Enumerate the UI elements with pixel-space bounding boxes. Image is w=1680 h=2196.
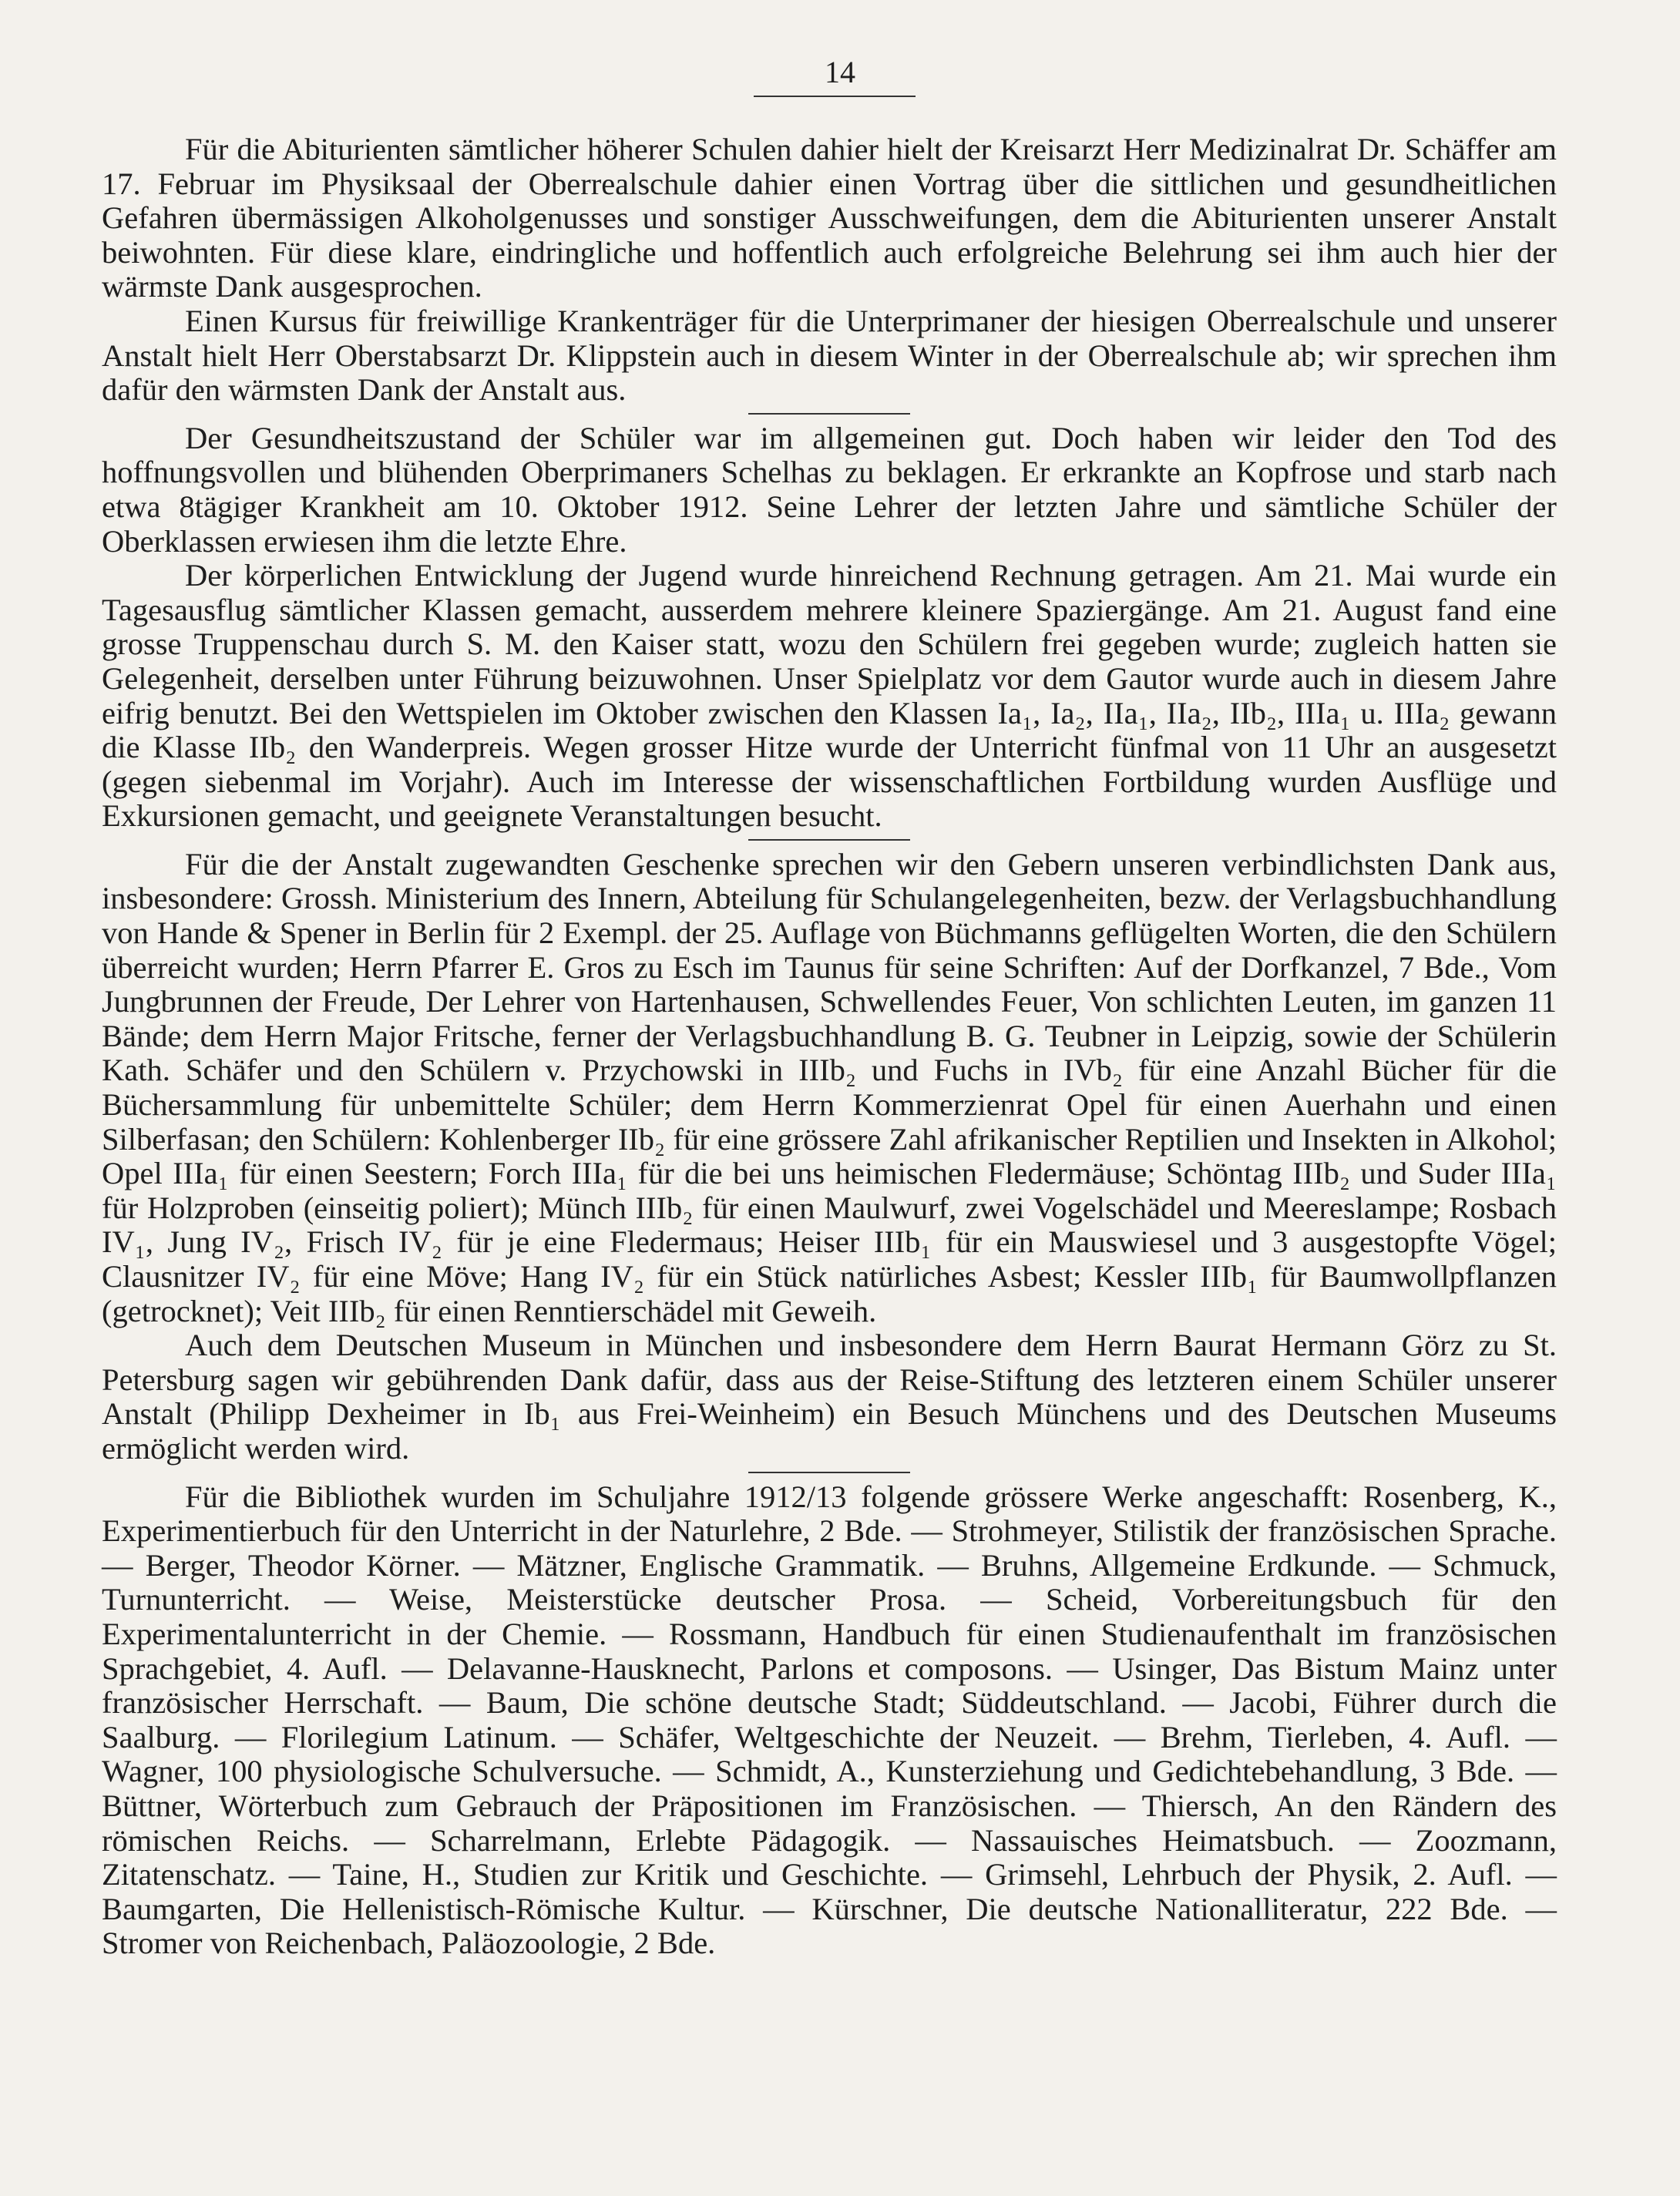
section-divider xyxy=(748,839,910,841)
page-number: 14 xyxy=(825,55,855,89)
section-library xyxy=(102,1480,1557,1961)
body-text xyxy=(102,133,1557,1961)
paragraph-gifts: Für die der Anstalt zugewandten Geschenke sprechen wir den Gebern unseren verbindlichsten Dank aus, insbesondere: Grossh. Ministerium des Innern, Abteilung für Schulangelegenheiten, bezw. der Verlagsbuchhandlung von Hande & Spener in Berlin für 2 Exempl. der 25. Auflage von Büchmanns geflügelten Worten, die den Schülern überreicht wurden; Herrn Pfarrer E. Gros zu Esch im Taunus für seine Schriften: Auf der Dorfkanzel, 7 Bde., Vom Jungbrunnen der Freude, Der Lehrer von Hartenhausen, Schwellendes Feuer, Von schlichten Leuten, im ganzen 11 Bände; dem Herrn Major Fritsche, ferner der Verlagsbuchhandlung B. G. Teubner in Leipzig, sowie der Schülerin Kath. Schäfer und den Schülern v. Przychowski in IIIb₂ und Fuchs in IVb₂ für eine Anzahl Bücher für die Büchersammlung für unbemittelte Schüler; dem Herrn Kommerzienrat Opel für einen Auerhahn und einen Silberfasan; den Schülern: Kohlenberger IIb₂ für eine grössere Zahl afrikanischer Reptilien und Insekten in Alkohol; Opel IIIa₁ für einen Seestern; Forch IIIa₁ für die bei uns heimischen Fledermäuse; Schöntag IIIb₂ und Suder IIIa₁ für Holzproben (einseitig poliert); Münch IIIb₂ für einen Maulwurf, zwei Vogelschädel und Meereslampe; Rosbach IV₁, Jung IV₂, Frisch IV₂ für je eine Fledermaus; Heiser IIIb₁ für ein Mauswiesel und 3 ausgestopfte Vögel; Clausnitzer IV₂ für eine Möve; Hang IV₂ für ein Stück natürliches Asbest; Kessler IIIb₁ für Baumwollpflanzen (getrocknet); Veit IIIb₂ für einen Renntierschädel mit Geweih. xyxy=(102,846,1557,1328)
header-rule xyxy=(754,96,916,97)
paragraph-physical-development: Der körperlichen Entwicklung der Jugend wurde hinreichend Rechnung getragen. Am 21. Mai wurde ein Tagesausflug sämtlicher Klassen gemacht, ausserdem mehrere kleinere Spaziergänge. Am 21. August fand eine grosse Truppenschau durch S. M. den Kaiser statt, wozu den Schülern frei gegeben wurde; zugleich hatten sie Gelegenheit, derselben unter Führung beizuwohnen. Unser Spielplatz vor dem Gautor wurde auch in diesem Jahre eifrig benutzt. Bei den Wettspielen im Oktober zwischen den Klassen Ia₁, Ia₂, IIa₁, IIa₂, IIb₂, IIIa₁ u. IIIa₂ gewann die Klasse IIb₂ den Wanderpreis. Wegen grosser Hitze wurde der Unterricht fünfmal von 11 Uhr an ausgesetzt (gegen siebenmal im Vorjahr). Auch im Interesse der wissenschaftlichen Fortbildung wurden Ausflüge und Exkursionen gemacht, und geeignete Veranstaltungen besucht. xyxy=(102,558,1557,834)
section-health xyxy=(102,421,1557,834)
paragraph-health-status: Der Gesundheitszustand der Schüler war im allgemeinen gut. Doch haben wir leider den Tod des hoffnungsvollen und blühenden Oberprimaners Schelhas zu beklagen. Er erkrankte an Kopfrose und starb nach etwa 8tägiger Krankheit am 10. Oktober 1912. Seine Lehrer der letzten Jahre und sämtliche Schüler der Oberklassen erwiesen ihm die letzte Ehre. xyxy=(102,420,1557,559)
paragraph-krankentraeger-course: Einen Kursus für freiwillige Krankenträger für die Unterprimaner der hiesigen Oberrealschule und unserer Anstalt hielt Herr Oberstabsarzt Dr. Klippstein auch in diesem Winter in der Oberrealschule ab; wir sprechen ihm dafür den wärmsten Dank der Anstalt aus. xyxy=(102,303,1557,408)
section-gifts xyxy=(102,848,1557,1466)
section-lectures xyxy=(102,133,1557,408)
paragraph-abiturienten-lecture: Für die Abiturienten sämtlicher höherer Schulen dahier hielt der Kreisarzt Herr Medizinalrat Dr. Schäffer am 17. Februar im Physiksaal der Oberrealschule dahier einen Vortrag über die sittlichen und gesundheitlichen Gefahren übermässigen Alkoholgenusses und sonstiger Ausschweifungen, dem die Abiturienten unserer Anstalt beiwohnten. Für diese klare, eindringliche und hoffentlich auch erfolgreiche Belehrung sei ihm auch hier der wärmste Dank ausgesprochen. xyxy=(102,132,1557,304)
section-divider xyxy=(748,1472,910,1473)
paragraph-museum-visit: Auch dem Deutschen Museum in München und insbesondere dem Herrn Baurat Hermann Görz zu St. Petersburg sagen wir gebührenden Dank dafür, dass aus der Reise-Stiftung des letzteren einem Schüler unserer Anstalt (Philipp Dexheimer in Ib₁ aus Frei-Weinheim) ein Besuch Münchens und des Deutschen Museums ermöglicht werden wird. xyxy=(102,1328,1557,1466)
section-divider xyxy=(748,413,910,415)
paragraph-library-acquisitions: Für die Bibliothek wurden im Schuljahre 1912/13 folgende grössere Werke angeschafft: Rosenberg, K., Experimentierbuch für den Unterricht in der Naturlehre, 2 Bde. — Strohmeyer, Stilistik der französischen Sprache. — Berger, Theodor Körner. — Mätzner, Englische Grammatik. — Bruhns, Allgemeine Erdkunde. — Schmuck, Turnunterricht. — Weise, Meisterstücke deutscher Prosa. — Scheid, Vorbereitungsbuch für den Experimentalunterricht in der Chemie. — Rossmann, Handbuch für einen Studienaufenthalt im französischen Sprachgebiet, 4. Aufl. — Delavanne-Hausknecht, Parlons et composons. — Usinger, Das Bistum Mainz unter französischer Herrschaft. — Baum, Die schöne deutsche Stadt; Süddeutschland. — Jacobi, Führer durch die Saalburg. — Florilegium Latinum. — Schäfer, Weltgeschichte der Neuzeit. — Brehm, Tierleben, 4. Aufl. — Wagner, 100 physiologische Schulversuche. — Schmidt, A., Kunsterziehung und Gedichtebehandlung, 3 Bde. — Büttner, Wörterbuch zum Gebrauch der Präpositionen im Französischen. — Thiersch, An den Rändern des römischen Reichs. — Scharrelmann, Erlebte Pädagogik. — Nassauisches Heimatsbuch. — Zoozmann, Zitatenschatz. — Taine, H., Studien zur Kritik und Geschichte. — Grimsehl, Lehrbuch der Physik, 2. Aufl. — Baumgarten, Die Hellenistisch-Römische Kultur. — Kürschner, Die deutsche Nationalliteratur, 222 Bde. — Stromer von Reichenbach, Paläozoologie, 2 Bde. xyxy=(102,1479,1557,1961)
